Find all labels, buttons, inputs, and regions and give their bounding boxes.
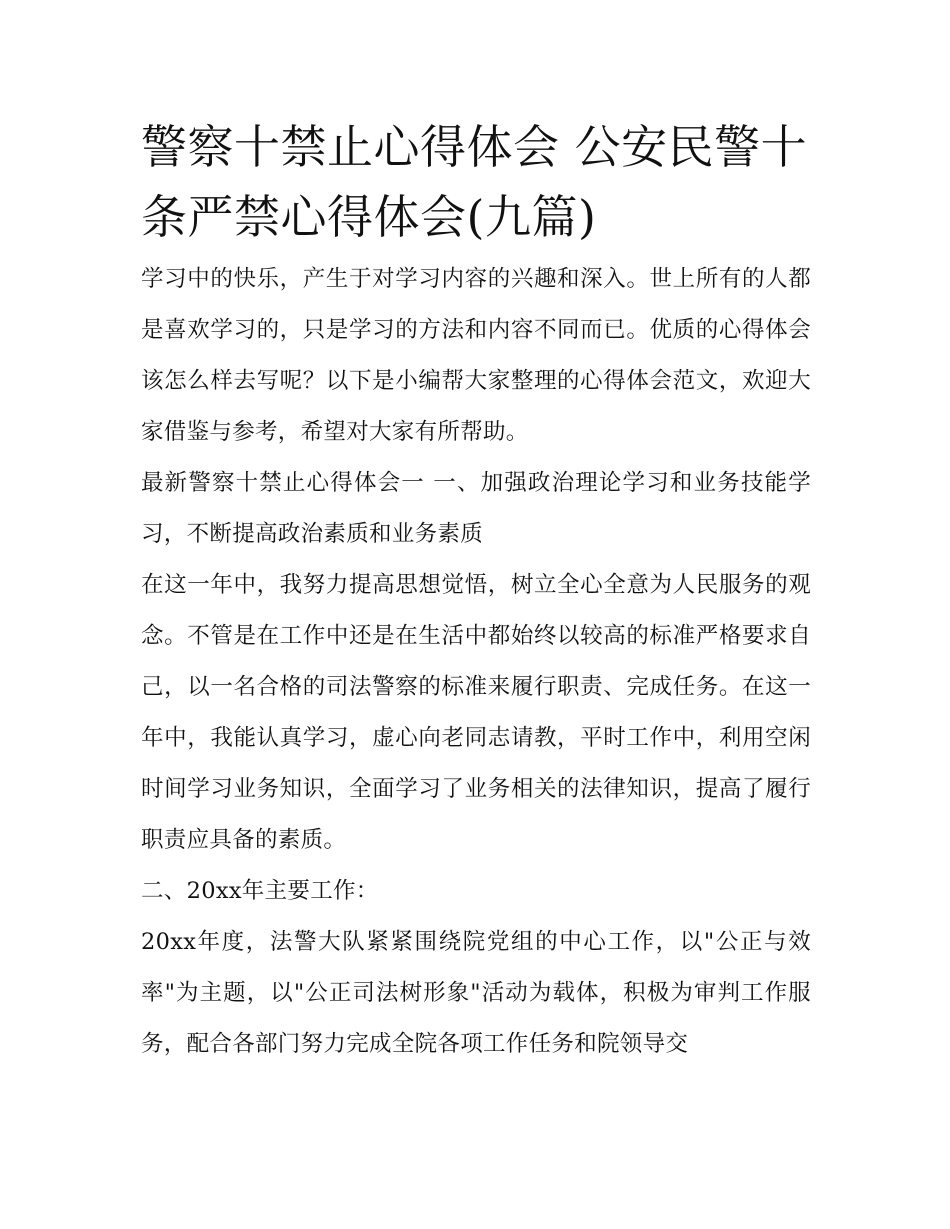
body-paragraph: 20xx年度，法警大队紧紧围绕院党组的中心工作，以"公正与效率"为主题，以"公正司法树形象"活动为载体，积极为审判工作服务，配合各部门努力完成全院各项工作任务和院领导交 [141,929,811,1057]
body-paragraph: 在这一年中，我努力提高思想觉悟，树立全心全意为人民服务的观念。不管是在工作中还是在生活中都始终以较高的标准严格要求自己，以一名合格的司法警察的标准来履行职责、完成任务。在这一年中，我能认真学习，虚心向老同志请教，平时工作中，利用空闲时间学习业务知识，全面学习了业务相关的法律知识，提高了履行职责应具备的素质。 [141,572,811,853]
document-title: 警察十禁止心得体会 公安民警十条严禁心得体会(九篇) [141,120,808,244]
section-heading-one: 最新警察十禁止心得体会一 一、加强政治理论学习和业务技能学习，不断提高政治素质和业务素质 [141,470,811,547]
section-heading-two: 二、20xx年主要工作： [141,878,379,904]
intro-paragraph: 学习中的快乐，产生于对学习内容的兴趣和深入。世上所有的人都是喜欢学习的，只是学习的方法和内容不同而已。优质的心得体会该怎么样去写呢？以下是小编帮大家整理的心得体会范文，欢迎大家借鉴与参考，希望对大家有所帮助。 [141,266,811,445]
document-body [141,112,811,1070]
